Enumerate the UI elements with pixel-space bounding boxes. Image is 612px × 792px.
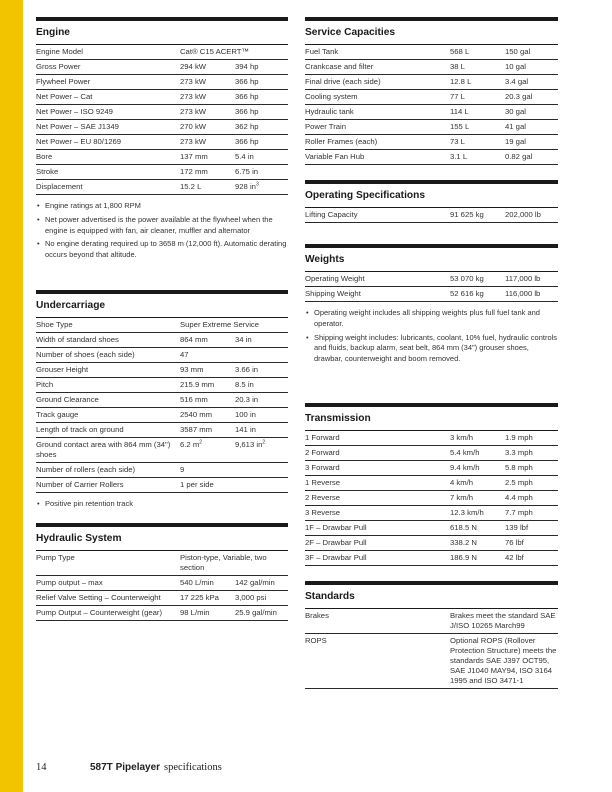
spec-label: Shoe Type — [36, 318, 180, 333]
spec-label: Net Power – EU 80/1269 — [36, 135, 180, 150]
spec-row — [36, 463, 288, 478]
spec-row — [36, 551, 288, 576]
spec-label: 2F – Drawbar Pull — [305, 536, 450, 551]
spec-value-metric: 273 kW — [180, 135, 235, 150]
spec-label: Brakes — [305, 609, 450, 634]
spec-row — [36, 105, 288, 120]
spec-label: Number of Carrier Rollers — [36, 478, 180, 493]
undercarriage-section — [36, 290, 288, 523]
spec-label: Relief Valve Setting – Counterweight — [36, 591, 180, 606]
spec-row — [305, 135, 558, 150]
spec-value-metric: 273 kW — [180, 75, 235, 90]
spec-value-imperial: 25.9 gal/min — [235, 606, 288, 621]
spec-row — [305, 150, 558, 165]
spec-value-metric: 12.3 km/h — [450, 506, 505, 521]
spec-value-metric: 155 L — [450, 120, 505, 135]
operating-section — [305, 180, 558, 244]
spec-value-metric: 9 — [180, 463, 235, 478]
weights-heading: Weights — [305, 244, 558, 272]
spec-value-imperial: 5.8 mph — [505, 461, 558, 476]
spec-row — [305, 120, 558, 135]
spec-row — [36, 423, 288, 438]
spec-value-metric: 294 kW — [180, 60, 235, 75]
spec-row — [36, 180, 288, 195]
spec-row — [36, 478, 288, 493]
spec-value-imperial: 20.3 in — [235, 393, 288, 408]
spec-label: 2 Reverse — [305, 491, 450, 506]
spec-row — [36, 576, 288, 591]
spec-value: Cat® C15 ACERT™ — [180, 45, 288, 60]
spec-label: Net Power – SAE J1349 — [36, 120, 180, 135]
spec-value-imperial: 3.3 mph — [505, 446, 558, 461]
spec-row — [36, 318, 288, 333]
undercarriage-heading: Undercarriage — [36, 290, 288, 318]
spec-row — [36, 393, 288, 408]
spec-label: Track gauge — [36, 408, 180, 423]
spec-value-metric: 3.1 L — [450, 150, 505, 165]
footer-suffix: specifications — [164, 762, 222, 773]
spec-value-imperial: 34 in — [235, 333, 288, 348]
transmission-heading: Transmission — [305, 403, 558, 431]
spec-value-imperial: 394 hp — [235, 60, 288, 75]
spec-label: Pump Type — [36, 551, 180, 576]
spec-label: Roller Frames (each) — [305, 135, 450, 150]
service-table — [305, 45, 558, 165]
spec-label: Bore — [36, 150, 180, 165]
spec-label: Net Power – Cat — [36, 90, 180, 105]
spec-value-imperial: 5.4 in — [235, 150, 288, 165]
spec-label: Operating Weight — [305, 272, 450, 287]
spec-label: 1 Forward — [305, 431, 450, 446]
spec-value-imperial — [235, 463, 288, 478]
spec-value-imperial: 928 $in^3$ — [235, 180, 288, 195]
undercarriage-notes — [36, 499, 288, 510]
left-column — [36, 17, 288, 621]
spec-label: Power Train — [305, 120, 450, 135]
spec-value-imperial: 19 gal — [505, 135, 558, 150]
spec-value-metric: 273 kW — [180, 105, 235, 120]
spec-value-metric: 38 L — [450, 60, 505, 75]
spec-value-imperial: 366 hp — [235, 75, 288, 90]
undercarriage-table — [36, 318, 288, 493]
spec-value-metric: 5.4 km/h — [450, 446, 505, 461]
weights-table — [305, 272, 558, 302]
spec-value-metric: 114 L — [450, 105, 505, 120]
spec-label: Cooling system — [305, 90, 450, 105]
spec-label: Width of standard shoes — [36, 333, 180, 348]
spec-value-imperial: 100 in — [235, 408, 288, 423]
spec-label: Hydraulic tank — [305, 105, 450, 120]
transmission-table — [305, 431, 558, 566]
spec-value-metric: 4 km/h — [450, 476, 505, 491]
spec-row — [36, 165, 288, 180]
hydraulic-table — [36, 551, 288, 621]
spec-value-metric: 15.2 L — [180, 180, 235, 195]
spec-value-metric: 540 L/min — [180, 576, 235, 591]
spec-value-metric: 73 L — [450, 135, 505, 150]
spec-value-imperial: 30 gal — [505, 105, 558, 120]
spec-value-imperial: 366 hp — [235, 105, 288, 120]
spec-row — [36, 348, 288, 363]
spec-value-metric: 98 L/min — [180, 606, 235, 621]
yellow-edge-bar — [0, 0, 23, 792]
spec-value-imperial: 117,000 lb — [505, 272, 558, 287]
spec-value-imperial — [235, 478, 288, 493]
spec-label: Final drive (each side) — [305, 75, 450, 90]
weights-notes — [305, 308, 558, 365]
note-item: • Engine ratings at 1,800 RPM — [36, 201, 288, 212]
spec-value-metric: 52 616 kg — [450, 287, 505, 302]
page-number: 14 — [36, 762, 47, 773]
spec-value-imperial: 76 lbf — [505, 536, 558, 551]
spec-value-metric: 172 mm — [180, 165, 235, 180]
spec-value-imperial: 0.82 gal — [505, 150, 558, 165]
spec-row — [305, 272, 558, 287]
spec-row — [305, 45, 558, 60]
spec-label: 3 Reverse — [305, 506, 450, 521]
spec-value-imperial: 1.9 mph — [505, 431, 558, 446]
spec-value-metric: 7 km/h — [450, 491, 505, 506]
spec-value-imperial: 42 lbf — [505, 551, 558, 566]
spec-value-imperial — [235, 348, 288, 363]
footer-model: 587T Pipelayer — [90, 762, 161, 773]
spec-label: Shipping Weight — [305, 287, 450, 302]
spec-value-metric: 77 L — [450, 90, 505, 105]
spec-value-metric: 2540 mm — [180, 408, 235, 423]
spec-row — [305, 60, 558, 75]
spec-label: Engine Model — [36, 45, 180, 60]
spec-value-imperial: 3,000 psi — [235, 591, 288, 606]
service-heading: Service Capacities — [305, 17, 558, 45]
operating-heading: Operating Specifications — [305, 180, 558, 208]
spec-label: Ground contact area with 864 mm (34") shoes — [36, 438, 180, 463]
engine-table — [36, 45, 288, 195]
spec-value-metric: 864 mm — [180, 333, 235, 348]
spec-value: Optional ROPS (Rollover Protection Structure) meets the standards SAE J397 OCT95, SAE J1040 MAY94, ISO 3164 1995 and ISO 3471-1 — [450, 634, 558, 689]
spec-label: 2 Forward — [305, 446, 450, 461]
spec-value: Brakes meet the standard SAE J/ISO 10265 March99 — [450, 609, 558, 634]
spec-row — [305, 431, 558, 446]
spec-value-metric: 91 625 kg — [450, 208, 505, 223]
spec-value-imperial: 366 hp — [235, 90, 288, 105]
spec-label: 3 Forward — [305, 461, 450, 476]
spec-label: Lifting Capacity — [305, 208, 450, 223]
spec-value-imperial: 6.75 in — [235, 165, 288, 180]
spec-row — [305, 521, 558, 536]
spec-value-imperial: 10 gal — [505, 60, 558, 75]
spec-label: Net Power – ISO 9249 — [36, 105, 180, 120]
spec-row — [305, 75, 558, 90]
spec-row — [36, 60, 288, 75]
spec-row — [36, 591, 288, 606]
spec-value-metric: 17 225 kPa — [180, 591, 235, 606]
note-item: • Operating weight includes all shipping weights plus full fuel tank and operator. — [305, 308, 558, 330]
spec-label: Pump Output – Counterweight (gear) — [36, 606, 180, 621]
spec-value-metric: 186.9 N — [450, 551, 505, 566]
right-column — [305, 17, 558, 689]
spec-label: Pitch — [36, 378, 180, 393]
spec-row — [305, 551, 558, 566]
spec-value-metric: 568 L — [450, 45, 505, 60]
standards-heading: Standards — [305, 581, 558, 609]
spec-row — [305, 461, 558, 476]
spec-value-metric: 12.8 L — [450, 75, 505, 90]
spec-label: Number of shoes (each side) — [36, 348, 180, 363]
note-item: • Shipping weight includes: lubricants, coolant, 10% fuel, hydraulic controls and fluids, backup alarm, seat belt, 864 mm (34") grouser shoes, drawbar, counterweight and boom removed. — [305, 333, 558, 365]
spec-value-imperial: 3.66 in — [235, 363, 288, 378]
spec-row — [305, 105, 558, 120]
spec-row — [36, 150, 288, 165]
engine-heading: Engine — [36, 17, 288, 45]
spec-label: Pump output – max — [36, 576, 180, 591]
spec-row — [305, 491, 558, 506]
spec-value-imperial: 150 gal — [505, 45, 558, 60]
note-item: • Net power advertised is the power available at the flywheel when the engine is equipped with fan, air cleaner, muffler and alternator — [36, 215, 288, 237]
spec-row — [36, 408, 288, 423]
spec-value-metric: 1 per side — [180, 478, 235, 493]
engine-notes — [36, 201, 288, 261]
spec-value-imperial: 4.4 mph — [505, 491, 558, 506]
spec-value: Piston-type, Variable, two section — [180, 551, 288, 576]
spec-value-metric: 516 mm — [180, 393, 235, 408]
note-item: • No engine derating required up to 3658 m (12,000 ft). Automatic derating occurs beyond that altitude. — [36, 239, 288, 261]
spec-value-imperial: 9,613 $in^2$ — [235, 438, 288, 463]
spec-value-imperial: 142 gal/min — [235, 576, 288, 591]
spec-row — [36, 333, 288, 348]
spec-value-metric: 215.9 mm — [180, 378, 235, 393]
spec-value-metric: 3587 mm — [180, 423, 235, 438]
spec-value-imperial: 366 hp — [235, 135, 288, 150]
spec-value-metric: 93 mm — [180, 363, 235, 378]
service-section — [305, 17, 558, 180]
spec-row — [36, 378, 288, 393]
spec-row — [305, 634, 558, 689]
spec-row — [36, 606, 288, 621]
spec-value: Super Extreme Service — [180, 318, 288, 333]
spec-label: 1 Reverse — [305, 476, 450, 491]
spec-value-metric: 6.2 $m^2$ — [180, 438, 235, 463]
spec-value-metric: 270 kW — [180, 120, 235, 135]
spec-value-imperial: 7.7 mph — [505, 506, 558, 521]
spec-row — [305, 536, 558, 551]
spec-value-imperial: 8.5 in — [235, 378, 288, 393]
page-footer — [36, 762, 222, 773]
spec-value-imperial: 2.5 mph — [505, 476, 558, 491]
spec-label: Displacement — [36, 180, 180, 195]
spec-label: 1F – Drawbar Pull — [305, 521, 450, 536]
engine-section — [36, 17, 288, 290]
spec-row — [305, 609, 558, 634]
spec-value-imperial: 20.3 gal — [505, 90, 558, 105]
spec-label: Gross Power — [36, 60, 180, 75]
transmission-section — [305, 403, 558, 581]
spec-label: Length of track on ground — [36, 423, 180, 438]
spec-row — [36, 75, 288, 90]
spec-row — [305, 208, 558, 223]
spec-value-metric: 338.2 N — [450, 536, 505, 551]
spec-value-imperial: 362 hp — [235, 120, 288, 135]
note-item: • Positive pin retention track — [36, 499, 288, 510]
spec-row — [305, 446, 558, 461]
spec-value-imperial: 202,000 lb — [505, 208, 558, 223]
spec-value-imperial: 116,000 lb — [505, 287, 558, 302]
spec-label: Fuel Tank — [305, 45, 450, 60]
operating-table — [305, 208, 558, 223]
spec-label: Number of rollers (each side) — [36, 463, 180, 478]
spec-row — [36, 363, 288, 378]
standards-section — [305, 581, 558, 689]
spec-value-metric: 3 km/h — [450, 431, 505, 446]
hydraulic-heading: Hydraulic System — [36, 523, 288, 551]
spec-value-metric: 9.4 km/h — [450, 461, 505, 476]
spec-row — [305, 90, 558, 105]
spec-label: 3F – Drawbar Pull — [305, 551, 450, 566]
spec-label: Crankcase and filter — [305, 60, 450, 75]
spec-row — [305, 287, 558, 302]
spec-value-metric: 137 mm — [180, 150, 235, 165]
spec-row — [36, 438, 288, 463]
spec-row — [36, 45, 288, 60]
spec-value-metric: 273 kW — [180, 90, 235, 105]
hydraulic-section — [36, 523, 288, 621]
spec-value-imperial: 3.4 gal — [505, 75, 558, 90]
spec-label: ROPS — [305, 634, 450, 689]
spec-row — [36, 120, 288, 135]
spec-value-metric: 47 — [180, 348, 235, 363]
spec-label: Ground Clearance — [36, 393, 180, 408]
spec-value-metric: 618.5 N — [450, 521, 505, 536]
spec-row — [305, 506, 558, 521]
standards-table — [305, 609, 558, 689]
spec-value-metric: 53 070 kg — [450, 272, 505, 287]
spec-row — [36, 135, 288, 150]
spec-label: Flywheel Power — [36, 75, 180, 90]
spec-value-imperial: 139 lbf — [505, 521, 558, 536]
spec-label: Grouser Height — [36, 363, 180, 378]
spec-label: Stroke — [36, 165, 180, 180]
spec-row — [305, 476, 558, 491]
weights-section — [305, 244, 558, 403]
spec-value-imperial: 141 in — [235, 423, 288, 438]
spec-label: Variable Fan Hub — [305, 150, 450, 165]
spec-row — [36, 90, 288, 105]
spec-value-imperial: 41 gal — [505, 120, 558, 135]
